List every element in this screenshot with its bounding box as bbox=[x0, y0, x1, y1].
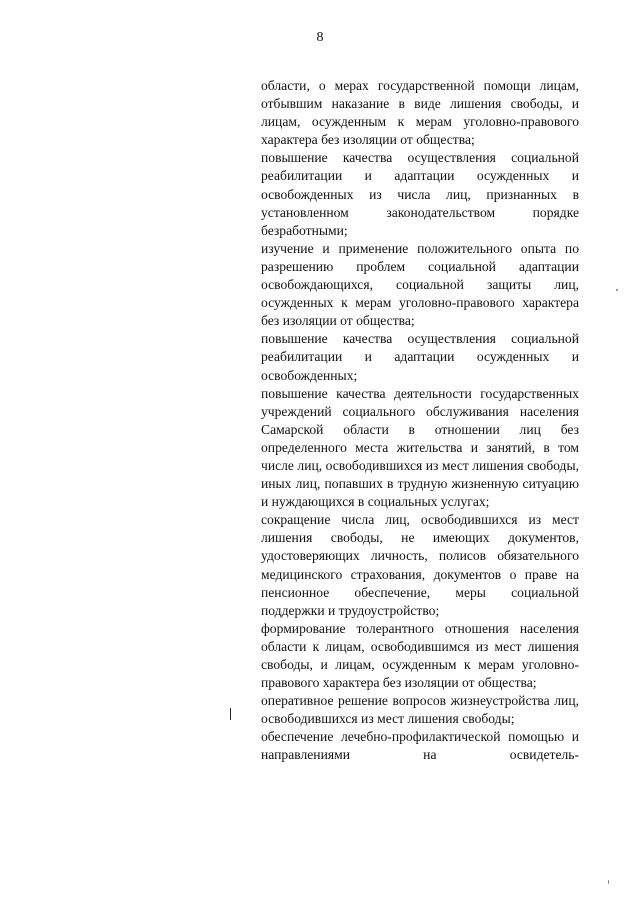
paragraph: формирование толерантного отношения населения области к лицам, освободившимся из мест лишения свободы, и лицам, осужденным к мерам уголовно-правового характера без изоляции от общества; bbox=[261, 620, 579, 691]
paragraph: сокращение числа лиц, освободившихся из мест лишения свободы, не имеющих документов, удостоверяющих личность, полисов обязательного медицинского страхования, документов о праве на пенсионное обеспечение, меры социальной поддержки и трудоустройство; bbox=[261, 512, 579, 618]
paragraph: повышение качества осуществления социальной реабилитации и адаптации осужденных и освобожденных из числа лиц, признанных в установленном законодательством порядке безработными; bbox=[261, 150, 579, 238]
margin-mark bbox=[230, 708, 231, 720]
paragraph: изучение и применение положительного опыта по разрешению проблем социальной адаптации освобождающихся, социальной защиты лиц, осужденных к мерам уголовно-правового характера без изоляции от общества; bbox=[261, 240, 579, 329]
paragraph: повышение качества осуществления социальной реабилитации и адаптации осужденных и освобожденных; bbox=[261, 331, 579, 383]
paragraph: оперативное решение вопросов жизнеустройства лиц, освободившихся из мест лишения свободы; bbox=[261, 693, 579, 727]
paragraph: области, о мерах государственной помощи лицам, отбывшим наказание в виде лишения свободы, и лицам, осужденным к мерам уголовно-правового характера без изоляции от общества; bbox=[261, 78, 579, 148]
scan-speck bbox=[608, 880, 609, 884]
scan-speck bbox=[616, 289, 618, 291]
body-text bbox=[261, 77, 579, 765]
paragraph: повышение качества деятельности государственных учреждений социального обслуживания населения Самарской области в отношении лиц без определенного места жительства и занятий, в том числе лиц, освободившихся из мест лишения свободы, иных лиц, попавших в трудную жизненную ситуацию и нуждающихся в социальных услугах; bbox=[261, 385, 579, 510]
paragraph: обеспечение лечебно-профилактической помощью и направлениями на освидетель- bbox=[261, 729, 579, 763]
page-number: 8 bbox=[316, 30, 324, 45]
